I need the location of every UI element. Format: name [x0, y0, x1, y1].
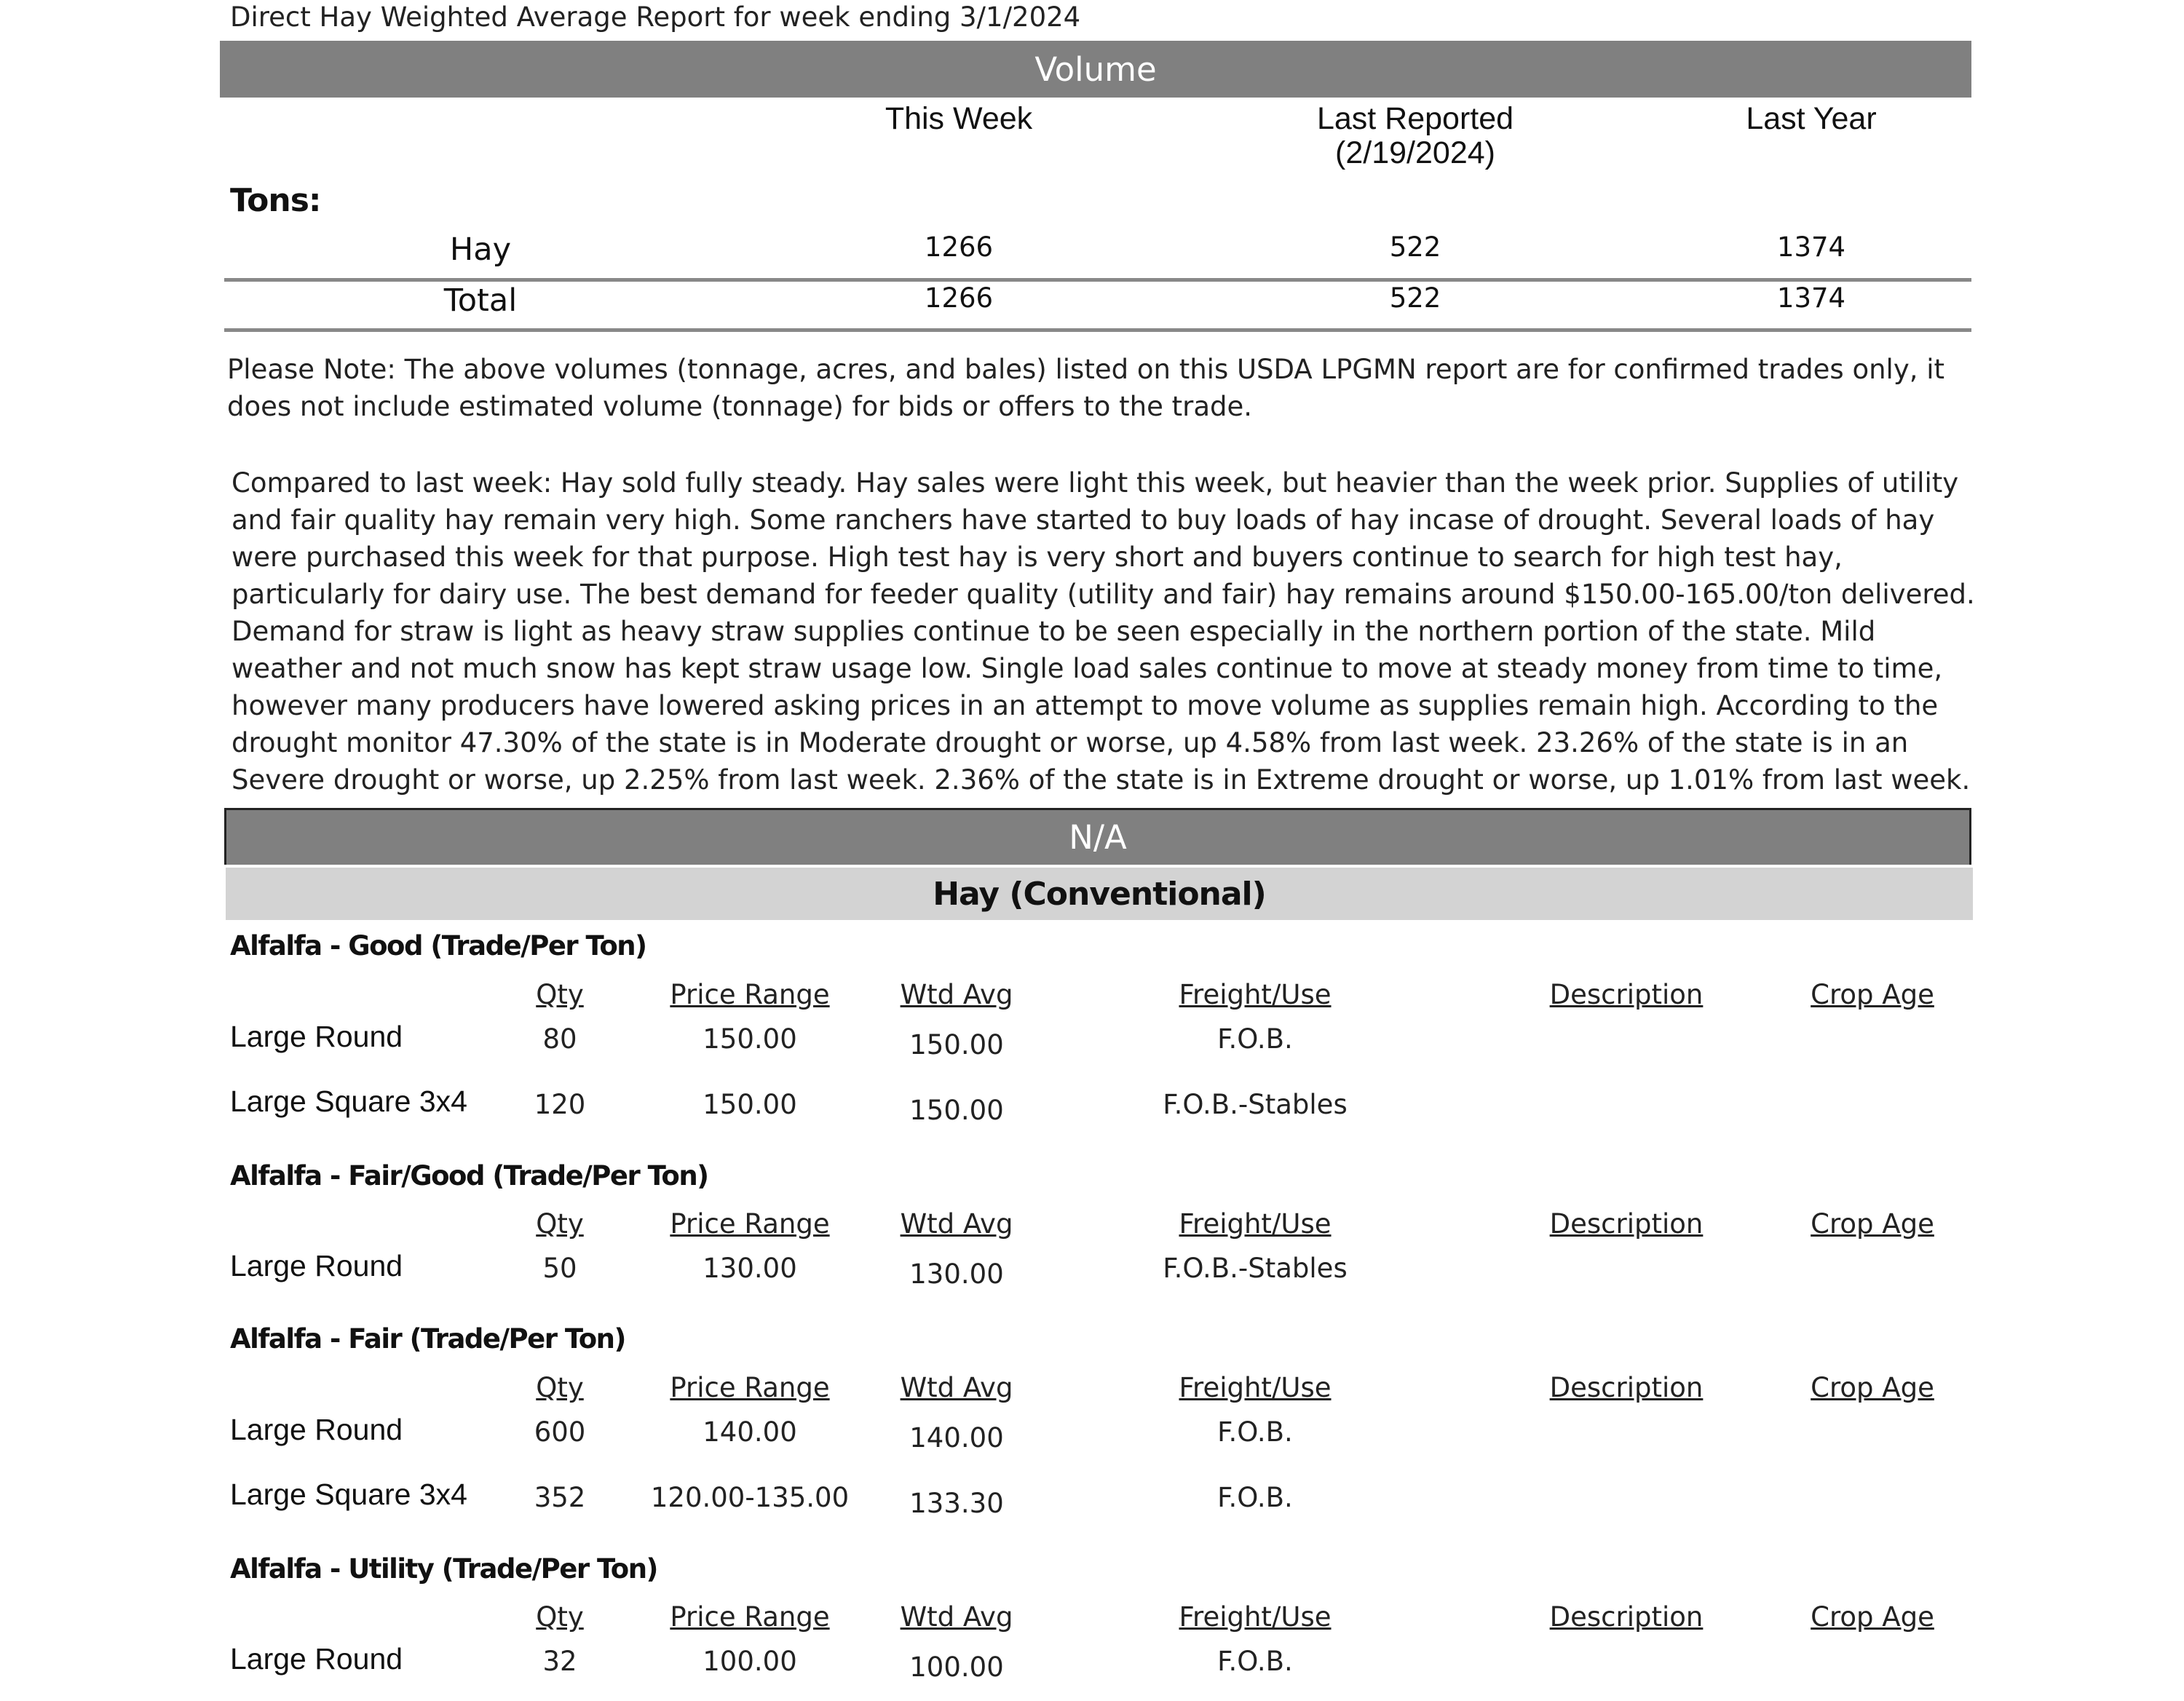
report-title: Direct Hay Weighted Average Report for week ending 3/1/2024 — [230, 1, 1081, 33]
wtd-avg-value: 100.00 — [909, 1652, 1004, 1683]
volume-row-last-year: 1374 — [1776, 231, 1846, 263]
col-last-year: Last Year — [1746, 101, 1877, 136]
package-label: Large Round — [230, 1413, 403, 1446]
header-crop-age: Crop Age — [1811, 1372, 1934, 1403]
qty-value: 50 — [542, 1253, 577, 1284]
volume-row-last-reported: 522 — [1389, 231, 1441, 263]
region-header: N/A — [224, 808, 1971, 865]
header-wtd-avg: Wtd Avg — [900, 1208, 1013, 1240]
col-last-reported — [1233, 102, 1597, 170]
wtd-avg-value: 133.30 — [909, 1488, 1004, 1519]
col-this-week: This Week — [885, 101, 1033, 136]
wtd-avg-value: 140.00 — [909, 1422, 1004, 1454]
header-description: Description — [1549, 1208, 1704, 1240]
market-summary: Compared to last week: Hay sold fully steady. Hay sales were light this week, but heavier than the week prior. Supplies of utility and fair quality hay remain very high. Some ranchers have started to buy loads of hay incase of drought. Several loads of hay were purchased this week for that purpose. High test hay is very short and buyers continue to search for high test hay, particularly for dairy use. The best demand for feeder quality (utility and fair) hay remains around $150.00-165.00/ton delivered. Demand for straw is light as heavy straw supplies continue to be seen especially in the northern portion of the state. Mild weather and not much snow has kept straw usage low. Single load sales continue to move at steady money from time to time, however many producers have lowered asking prices in an attempt to move volume as supplies remain high. According to the drought monitor 47.30% of the state is in Moderate drought or worse, up 4.58% from last week. 23.26% of the state is in an Severe drought or worse, up 2.25% from last week. 2.36% of the state is in Extreme drought or worse, up 1.01% from last week. — [232, 467, 1975, 796]
header-crop-age: Crop Age — [1811, 1208, 1934, 1240]
freight-use-value: F.O.B. — [1217, 1482, 1293, 1513]
package-label: Large Round — [230, 1020, 403, 1053]
volume-note: Please Note: The above volumes (tonnage, acres, and bales) listed on this USDA LPGMN report are for confirmed trades only, it does not include estimated volume (tonnage) for bids or offers to the trade. — [227, 354, 1945, 422]
header-price-range: Price Range — [670, 1601, 830, 1633]
package-label: Large Round — [230, 1642, 403, 1676]
col-last-reported-label: Last Reported — [1316, 101, 1514, 136]
volume-total-label: Total — [443, 282, 518, 319]
package-label: Large Square 3x4 — [230, 1085, 467, 1118]
volume-row-this-week: 1266 — [924, 231, 994, 263]
qty-value: 120 — [534, 1089, 586, 1120]
tons-label: Tons: — [230, 182, 321, 219]
header-freight-use: Freight/Use — [1179, 1372, 1332, 1403]
header-wtd-avg: Wtd Avg — [900, 1601, 1013, 1633]
header-description: Description — [1549, 1372, 1704, 1403]
section-title: Alfalfa - Utility (Trade/Per Ton) — [230, 1553, 657, 1585]
qty-value: 32 — [542, 1646, 577, 1677]
volume-header: Volume — [220, 41, 1971, 98]
price-range-value: 100.00 — [703, 1646, 797, 1677]
header-description: Description — [1549, 1601, 1704, 1633]
volume-total-last-reported: 522 — [1389, 282, 1441, 314]
freight-use-value: F.O.B. — [1217, 1023, 1293, 1055]
wtd-avg-value: 150.00 — [909, 1029, 1004, 1060]
table-bottom-rule — [224, 328, 1971, 332]
freight-use-value: F.O.B. — [1217, 1646, 1293, 1677]
category-header: Hay (Conventional) — [226, 868, 1973, 920]
price-range-value: 130.00 — [703, 1253, 797, 1284]
header-qty: Qty — [536, 1372, 584, 1403]
section-title: Alfalfa - Fair (Trade/Per Ton) — [230, 1323, 625, 1355]
header-description: Description — [1549, 979, 1704, 1010]
row-divider — [224, 278, 1971, 282]
header-qty: Qty — [536, 1601, 584, 1633]
header-freight-use: Freight/Use — [1179, 979, 1332, 1010]
wtd-avg-value: 130.00 — [909, 1258, 1004, 1290]
header-price-range: Price Range — [670, 979, 830, 1010]
header-freight-use: Freight/Use — [1179, 1601, 1332, 1633]
price-range-value: 150.00 — [703, 1089, 797, 1120]
header-crop-age: Crop Age — [1811, 1601, 1934, 1633]
qty-value: 600 — [534, 1416, 586, 1448]
header-crop-age: Crop Age — [1811, 979, 1934, 1010]
header-wtd-avg: Wtd Avg — [900, 979, 1013, 1010]
header-freight-use: Freight/Use — [1179, 1208, 1332, 1240]
header-qty: Qty — [536, 1208, 584, 1240]
qty-value: 80 — [542, 1023, 577, 1055]
price-range-value: 140.00 — [703, 1416, 797, 1448]
header-price-range: Price Range — [670, 1372, 830, 1403]
col-last-reported-date: (2/19/2024) — [1335, 135, 1495, 170]
section-title: Alfalfa - Good (Trade/Per Ton) — [230, 930, 646, 961]
package-label: Large Square 3x4 — [230, 1478, 467, 1511]
section-title: Alfalfa - Fair/Good (Trade/Per Ton) — [230, 1160, 708, 1192]
freight-use-value: F.O.B. — [1217, 1416, 1293, 1448]
header-wtd-avg: Wtd Avg — [900, 1372, 1013, 1403]
volume-total-this-week: 1266 — [924, 282, 994, 314]
header-price-range: Price Range — [670, 1208, 830, 1240]
freight-use-value: F.O.B.-Stables — [1163, 1089, 1348, 1120]
header-qty: Qty — [536, 979, 584, 1010]
qty-value: 352 — [534, 1482, 586, 1513]
freight-use-value: F.O.B.-Stables — [1163, 1253, 1348, 1284]
price-range-value: 150.00 — [703, 1023, 797, 1055]
price-range-value: 120.00-135.00 — [650, 1482, 850, 1513]
volume-total-last-year: 1374 — [1776, 282, 1846, 314]
package-label: Large Round — [230, 1249, 403, 1282]
volume-row-label: Hay — [449, 231, 512, 268]
wtd-avg-value: 150.00 — [909, 1095, 1004, 1126]
